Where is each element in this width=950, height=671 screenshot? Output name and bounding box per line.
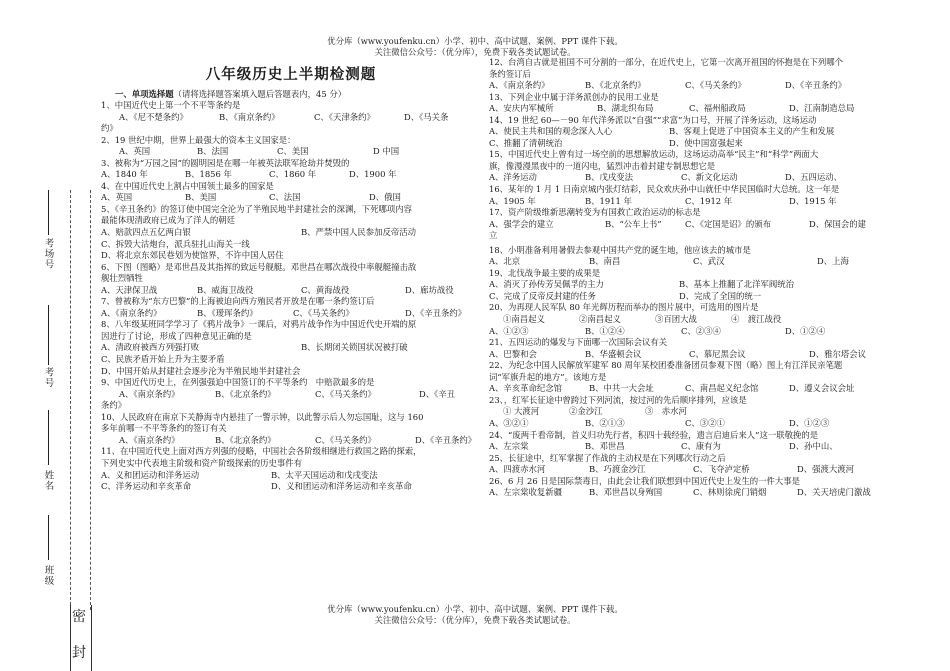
question-16-options [489, 196, 889, 208]
option: B、1856 年 [185, 169, 232, 180]
option: C、完成了反帝反封建的任务 [489, 290, 596, 301]
option: B、湖北织布局 [597, 103, 654, 114]
option: A、《南京条约》 [101, 307, 162, 318]
question-9-options [101, 389, 481, 401]
option: D、保国会的建 [809, 218, 866, 229]
exam-room-line [48, 190, 49, 235]
option: A、英国 [119, 146, 151, 157]
question-11-cont: 下列史实中代表地主阶级和资产阶级探索的历史事件有 [101, 457, 302, 468]
question-9: 9、中国近代历史上，在列强强迫中国签订的不平等条约 中赔款最多的是 [101, 377, 375, 388]
option: C、林则徐虎门销烟 [693, 487, 767, 498]
option: B、邓世昌以身殉国 [589, 487, 663, 498]
question-8-options [101, 342, 481, 354]
option: B、长期闭关锁国状况被打破 [301, 342, 408, 353]
question-4-options [101, 192, 481, 204]
option: D、俄国 [369, 192, 401, 203]
question-11-options [101, 470, 481, 482]
option: C、《马关条约》 [293, 307, 354, 318]
question-19-options [489, 279, 889, 291]
right-column [489, 57, 889, 499]
question-3-options [101, 169, 481, 181]
option: D、完成了全国的统一 [679, 290, 762, 301]
option: B、华盛顿会议 [585, 348, 642, 359]
option: C、《定国是诏》的颁布 [685, 218, 771, 229]
question-20: 20、为再现人民军队 80 年光辉历程而举办的图片展中，可选用的图片是 [489, 302, 759, 313]
seal-char-1: 密 [72, 609, 86, 625]
binding-strip [0, 0, 100, 671]
option: A、辛亥革命纪念馆 [489, 383, 563, 394]
option: D、1900 年 [349, 169, 397, 180]
question-10-options [101, 435, 481, 447]
option: A、《尼不楚条约》 [119, 111, 188, 122]
option: A、左宗棠 [489, 441, 529, 452]
option: D、中国开始从封建社会逐步沦为半殖民地半封建社会 [101, 365, 301, 376]
option: D、强渡大渡河 [797, 464, 854, 475]
option: C、南昌起义纪念馆 [685, 383, 759, 394]
option: B、“公车上书” [605, 218, 662, 229]
option: B、基本上推翻了北洋军阀统治 [679, 279, 795, 290]
question-23-options [489, 418, 889, 430]
option: A、义和团运动和洋务运动 [101, 469, 200, 480]
option: A、四渡赤水河 [489, 464, 546, 475]
option: A、1905 年 [489, 195, 536, 206]
question-14-options [489, 126, 889, 138]
question-11-options-2 [101, 481, 481, 493]
option: A、安庆内军械所 [489, 103, 554, 114]
question-19: 19、北伐战争最主要的成果是 [489, 267, 601, 278]
name-line [48, 410, 49, 465]
option: B、客观上促进了中国资本主义的产生和发展 [669, 126, 835, 137]
question-1: 1、中国近代史上第一个不平等条约是 [101, 100, 241, 110]
exam-room-label: 考场号 [42, 238, 54, 270]
option: C、民族矛盾开始上升为主要矛盾 [101, 354, 225, 365]
question-5-options [101, 227, 481, 239]
question-13: 13、下列企业中属于洋务派创办的民用工业是 [489, 91, 659, 102]
question-12: 12、台湾自古就是祖国不可分割的一部分，在近代史上，它第一次离开祖国的怀抱是在下列哪个 [489, 57, 844, 67]
footer-line2: 关注微信公众号：（优分库），免费下载各类试题试卷。 [374, 615, 576, 625]
question-19-options-2 [489, 291, 889, 303]
option: C、拆毁大沽炮台，派兵驻扎山海关一线 [101, 238, 250, 249]
option: B、《南京条约》 [219, 111, 280, 122]
option: D、遵义会议会址 [789, 383, 855, 394]
option: D、关天培虎门激战 [797, 487, 871, 498]
header-line1: 优分库（www.youfenku.cn）小学、初中、高中试题、案例、PPT 课件下载。 [327, 36, 623, 46]
question-22: 22、为纪念中国人民解放军建军 80 周年某校团委准备团员参观下图（略）图上有江洋民亲笔题 [489, 360, 843, 371]
question-17: 17、资产阶级维新思潮转变为有国救亡政治运动的标志是 [489, 207, 701, 218]
question-2-options [101, 146, 481, 158]
option: C、推翻了清朝统治 [489, 137, 563, 148]
option: D、《辛丑条约》 [405, 307, 467, 318]
statement: ③ 赤水河 [645, 406, 687, 417]
option: A、洋务运动 [489, 172, 537, 183]
option: A、天津保卫战 [101, 284, 158, 295]
class-line [48, 515, 49, 560]
page-header [0, 36, 950, 58]
question-16: 16、某年的 1 月 1 日南京城内张灯结彩，民众欢庆孙中山就任中华民国临时大总统。这一年是 [489, 184, 840, 195]
section-note: （请将选择题答案填入题后答题表内，45 分） [173, 89, 347, 99]
left-column [101, 57, 481, 493]
option: D、孙中山、 [789, 441, 838, 452]
question-15-options [489, 172, 889, 184]
option: C、《天津条约》 [314, 111, 375, 122]
page-footer [0, 604, 950, 626]
question-13-options [489, 103, 889, 115]
binding-dashed-line-2 [90, 190, 91, 610]
question-3: 3、被称为“万园之园”的圆明园是在哪一年被英法联军抢劫并焚毁的 [101, 157, 350, 168]
option: A、①②③ [489, 325, 529, 336]
option: B、严禁中国人民参加反帝活动 [301, 227, 417, 238]
question-26-options [489, 487, 889, 499]
option: C、洋务运动和辛亥革命 [101, 481, 192, 492]
option: C、新文化运动 [681, 172, 738, 183]
header-line2: 关注微信公众号：（优分库），免费下载各类试题试卷。 [374, 47, 576, 57]
option: A、赔款四点五亿两白银 [101, 227, 191, 238]
option: D、使中国富强起来 [669, 137, 743, 148]
option: A、③②① [489, 417, 529, 428]
question-24: 24、“废两千看帝制，首义归功先行者，积四十载经验，遗言启迪后来人”这一联敬挽的是 [489, 429, 819, 440]
question-8-cont: 因进行了讨论，形成了四种意见正确的是 [101, 330, 252, 341]
option: B、①②④ [585, 325, 625, 336]
section-title: 一、单项选择题 [115, 89, 174, 99]
option: B、威海卫战役 [197, 284, 254, 295]
option: A、英国 [101, 192, 133, 203]
question-18: 18、小明准备利用暑假去参观中国共产党的诞生地，他应该去的城市是 [489, 244, 751, 255]
option: C、康有为 [681, 441, 721, 452]
question-6: 6、下图（图略）是邓世昌及其指挥的致远号舰艇。邓世昌在哪次战役中率舰艇撞击敌 [101, 261, 417, 272]
question-21: 21、五四运动的爆发与下面哪一次国际会议有关 [489, 337, 668, 348]
option: A、清政府被西方列强打败 [101, 342, 200, 353]
question-14: 14、19 世纪 60—－90 年代洋务派以“自强”“求富”为口号，开展了洋务运动，这场运动 [489, 114, 817, 125]
question-6-cont: 舰壮烈牺牲 [101, 273, 143, 284]
option: D、义和团运动和洋务运动和辛亥革命 [271, 481, 412, 492]
class-label: 班级 [42, 565, 54, 586]
exam-no-label: 考号 [42, 367, 54, 388]
option: D、《辛丑 [419, 388, 456, 399]
option: D、《马关条 [404, 111, 449, 122]
option: C、②③④ [681, 325, 721, 336]
option: A、《南京条约》 [119, 434, 180, 445]
statement: ②南昌起义 [579, 314, 621, 325]
option: C、法国 [269, 192, 301, 203]
option: A、巴黎和会 [489, 348, 537, 359]
question-12-options [489, 80, 889, 92]
question-12-cont: 条约签订后 [489, 68, 531, 79]
option: B、巧渡金沙江 [589, 464, 646, 475]
option: B、《北京条约》 [215, 434, 276, 445]
question-20-options [489, 326, 889, 338]
option: B、②①③ [585, 417, 625, 428]
question-7-options [101, 308, 481, 320]
question-21-options [489, 349, 889, 361]
question-15-cont: 旗，像漫漫黑夜中的一道闪电，猛烈冲击着封建专制思想它是 [489, 160, 716, 171]
option: C、《马关条约》 [685, 80, 746, 91]
question-15: 15、中国近代史上曾有过一场空前的思想解放运动，这场运动高举“民主”和“科学”两面大 [489, 149, 819, 160]
question-22-options [489, 383, 889, 395]
option: A、《南京条约》 [119, 388, 180, 399]
question-25: 25、长征途中，红军掌握了作战的主动权是在下列哪次行动之后 [489, 452, 726, 463]
question-11: 11、在中国近代史上面对西方列强的侵略，中国社会各阶级相继进行救国之路的探索， [101, 446, 422, 457]
question-22-cont: 词“军旗升起的地方”。该地方是 [489, 371, 607, 382]
question-14-options-2 [489, 138, 889, 150]
option: B、《北京条约》 [215, 388, 276, 399]
option: A、强学会的建立 [489, 218, 554, 229]
option: A、消灭了孙传芳吴佩孚的主力 [489, 279, 604, 290]
option: B、戊戌变法 [585, 172, 634, 183]
question-2: 2、19 世纪中期，世界上最强大的资本主义国家是： [101, 134, 296, 145]
option: D、《辛丑条约》 [415, 434, 477, 445]
option: B、法国 [197, 146, 229, 157]
section-heading [115, 88, 481, 100]
question-4: 4、在中国近代史上割占中国领土最多的国家是 [101, 180, 274, 191]
question-8: 8、八年级某班同学学习了《鸦片战争》一课后，对鸦片战争作为中国近代史开端的原 [101, 319, 417, 330]
statement: ③百团大战 [655, 314, 697, 325]
question-10-cont: 多年前哪一不平等条约的签订有关 [101, 423, 227, 434]
question-26: 26、6 月 26 日是国际禁毒日，由此会让我们联想到中国近代史上发生的一件大事是 [489, 475, 801, 486]
option: B、《瑷珲条约》 [197, 307, 258, 318]
option: C、武汉 [693, 256, 725, 267]
question-1-cont: 约》 [101, 123, 118, 134]
option: A、左宗棠收复新疆 [489, 487, 563, 498]
option: C、1860 年 [269, 169, 317, 180]
option: D、1915 年 [789, 195, 837, 206]
statement: ① 大渡河 [503, 406, 540, 417]
question-18-options [489, 256, 889, 268]
option: D、五四运动、 [785, 172, 842, 183]
option: D、①②④ [785, 325, 826, 336]
question-17-cont: 立 [489, 230, 498, 241]
option: C、福州船政局 [689, 103, 746, 114]
question-9-cont: 条约》 [101, 400, 127, 411]
binding-dashed-line-1 [70, 190, 71, 610]
question-23-statements [489, 406, 889, 418]
option: C、《马关条约》 [315, 388, 376, 399]
option: C、③②① [685, 417, 725, 428]
option: B、美国 [185, 192, 217, 203]
option: B、邓世昌 [585, 441, 625, 452]
option: C、飞夺泸定桥 [693, 464, 750, 475]
option: D、《辛丑条约》 [785, 80, 847, 91]
question-7: 7、曾被称为“东方巴黎”的上海被迫向西方殖民者开放是在哪一条约签订后 [101, 296, 375, 307]
statement: ②金沙江 [569, 406, 603, 417]
question-17-options [489, 219, 889, 231]
option: A、使民主共和国的观念深入人心 [489, 126, 613, 137]
question-10: 10、人民政府在南京下关静海寺内悬挂了一警示钟，以此警示后人勿忘国耻，这与 160 [101, 411, 424, 422]
option: B、《北京条约》 [585, 80, 646, 91]
seal-char-2: 封 [72, 645, 86, 661]
option: C、《马关条约》 [315, 434, 376, 445]
footer-line1: 优分库（www.youfenku.cn）小学、初中、高中试题、案例、PPT 课件下载。 [327, 604, 623, 614]
statement: ①南昌起义 [503, 314, 545, 325]
option: C、黄海战役 [301, 284, 350, 295]
question-6-options [101, 285, 481, 297]
question-5-cont: 最能体现清政府已成为了洋人的朝廷 [101, 215, 235, 226]
option: D、江南制造总局 [789, 103, 855, 114]
option: C、美国 [277, 146, 309, 157]
option: C、1912 年 [685, 195, 733, 206]
option: D、①②③ [789, 417, 830, 428]
option: B、1911 年 [585, 195, 632, 206]
option: D、雅尔塔会议 [809, 348, 866, 359]
option: B、中共一大会址 [589, 383, 654, 394]
page-title: 八年级历史上半期检测题 [205, 66, 377, 83]
question-1-options [101, 112, 481, 124]
name-label: 姓名 [42, 470, 54, 491]
option: A、1840 年 [101, 169, 148, 180]
question-23: 23、，红军长征途中曾跨过下列河流，按过河的先后顺序排列，应该是 [489, 394, 747, 405]
option: C、慕尼黑会议 [689, 348, 746, 359]
option: B、太平天国运动和戊戌变法 [271, 469, 378, 480]
option: A、北京 [489, 256, 521, 267]
option: B、南昌 [589, 256, 621, 267]
option: D、上海 [817, 256, 849, 267]
option: D、廊坊战役 [405, 284, 454, 295]
question-24-options [489, 441, 889, 453]
question-5: 5、《辛丑条约》的签订使中国完全沦为了半殖民地半封建社会的深渊，下死哪项内容 [101, 203, 413, 214]
exam-no-line [48, 305, 49, 365]
statement: ④ 渡江战役 [731, 314, 782, 325]
question-25-options [489, 464, 889, 476]
option: D 中国 [373, 146, 400, 157]
question-20-statements [489, 314, 889, 326]
option: D、将北京东郊民巷划为使馆界，不许中国人居住 [101, 250, 284, 261]
option: A、《南京条约》 [489, 80, 550, 91]
